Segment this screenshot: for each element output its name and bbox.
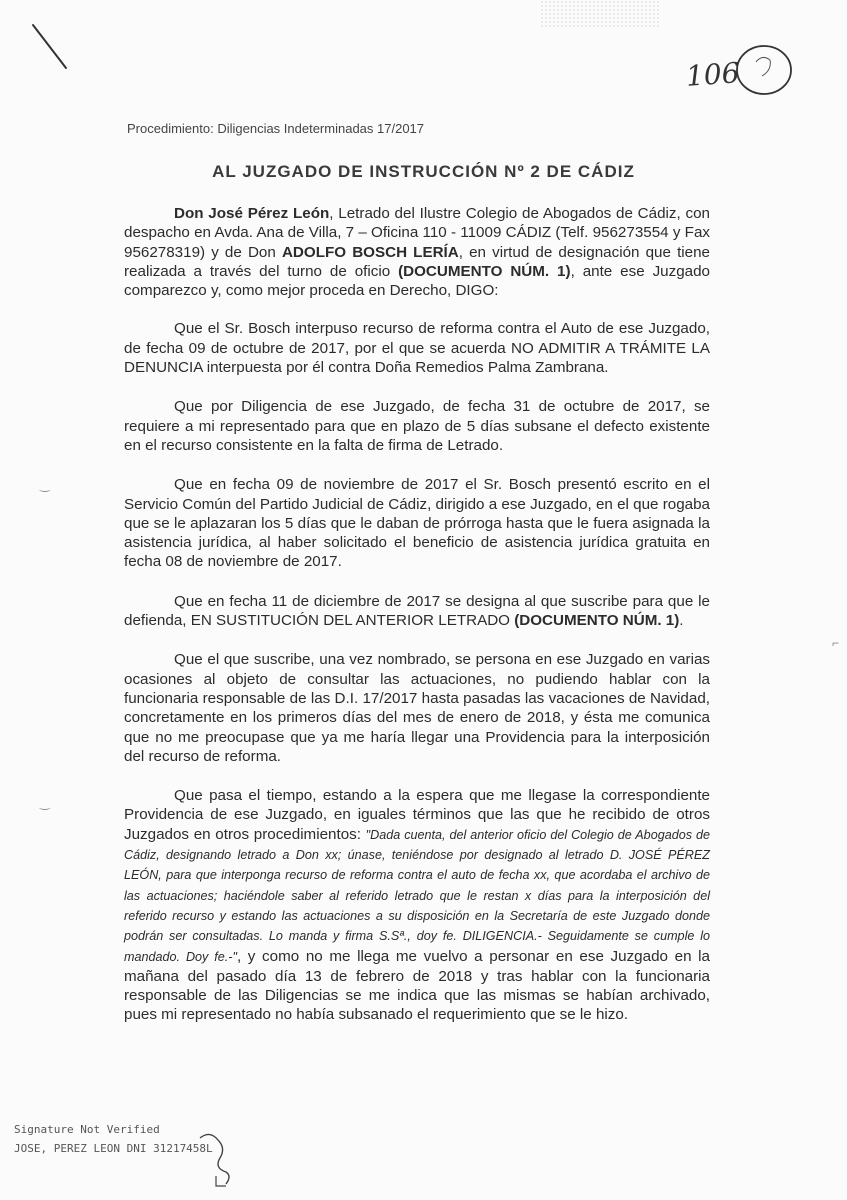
procedure-reference: Procedimiento: Diligencias Indeterminadas 17/2017 xyxy=(127,121,425,136)
court-heading: AL JUZGADO DE INSTRUCCIÓN Nº 2 DE CÁDIZ xyxy=(212,162,635,181)
paragraph-6-text-b: , y como no me llega me vuelvo a personar en ese Juzgado en la mañana del pasado día 13 de febrero de 2018 y tras hablar con la funcionaria responsable de las Diligencias se me indica que las mismas se habían archivado, pues mi representado no había subsanado el requerimiento que se le hizo. xyxy=(124,947,710,1024)
document-reference: (DOCUMENTO NÚM. 1) xyxy=(398,262,571,280)
margin-mark-left-1: ‿ xyxy=(40,478,50,492)
margin-mark-right: ⌐ xyxy=(832,636,840,650)
margin-mark-left-2: ‿ xyxy=(40,796,50,810)
paragraph-4 xyxy=(124,592,710,631)
intro-text-b: , en virtud de designación que tiene realizada a través del turno de oficio xyxy=(124,243,711,280)
handwritten-signature-scribble xyxy=(196,1128,256,1188)
paragraph-3: Que en fecha 09 de noviembre de 2017 el Sr. Bosch presentó escrito en el Servicio Común del Partido Judicial de Cádiz, dirigido a ese Juzgado, en el que rogaba que se le aplazaran los 5 días que le daban de prórroga hasta que le fuera asignada la asistencia jurídica, al haber solicitado el beneficio de asistencia jurídica gratuita en fecha 08 de noviembre de 2017. xyxy=(124,476,710,571)
handwritten-folio-number: 106 xyxy=(684,56,741,93)
paragraph-6 xyxy=(124,786,710,1025)
intro-paragraph xyxy=(124,204,710,300)
paragraph-4-text: Que en fecha 11 de diciembre de 2017 se designa al que suscribe para que le defienda, EN SUSTITUCIÓN DEL ANTERIOR LETRADO xyxy=(124,592,710,630)
document-body xyxy=(124,204,710,1025)
intro-text-c: , ante ese Juzgado comparezco y, como mejor proceda en Derecho, DIGO: xyxy=(124,262,710,300)
paragraph-1: Que el Sr. Bosch interpuso recurso de reforma contra el Auto de ese Juzgado, de fecha 09 de octubre de 2017, por el que se acuerda NO ADMITIR A TRÁMITE LA DENUNCIA interpuesta por él contra Doña Remedios Palma Zambrana. xyxy=(124,320,710,377)
scan-stamp-residue xyxy=(540,0,660,28)
handwritten-slash-mark xyxy=(30,22,70,72)
paragraph-6-text-a: Que pasa el tiempo, estando a la espera que me llegase la correspondiente Providencia de ese Juzgado, en iguales términos que las que he recibido de otros Juzgados en otros procedimientos: xyxy=(124,787,710,843)
digital-signature-block xyxy=(14,1120,213,1158)
quoted-providencia: "Dada cuenta, del anterior oficio del Colegio de Abogados de Cádiz, designando letrado a Don xx; únase, teniéndose por designado al letrado D. JOSÉ PÉREZ LEÓN, para que interponga recurso de reforma contra el auto de fecha xx, que acordaba el archivo de las actuaciones; haciéndole saber al referido letrado que le restan x días para la interposición del referido recurso y estando las actuaciones a su disposición en la Secretaría de este Juzgado donde podrán ser consultadas. Lo manda y firma S.Sª., doy fe. DILIGENCIA.- Seguidamente se cumple lo mandado. Doy fe.-" xyxy=(124,827,710,964)
handwritten-circle-mark xyxy=(732,40,796,98)
signature-status: Signature Not Verified xyxy=(14,1123,160,1136)
paragraph-5: Que el que suscribe, una vez nombrado, se persona en ese Juzgado en varias ocasiones al objeto de consultar las actuaciones, no pudiendo hablar con la funcionaria responsable de las D.I. 17/2017 hasta pasadas las vacaciones de Navidad, concretamente en los primeros días del mes de enero de 2018, y ésta me comunica que no me preocupase que ya me haría llegar una Providencia para la interposición del recurso de reforma. xyxy=(124,651,710,765)
paragraph-4-reference: (DOCUMENTO NÚM. 1) xyxy=(514,612,680,630)
paragraph-2: Que por Diligencia de ese Juzgado, de fecha 31 de octubre de 2017, se requiere a mi representado para que en plazo de 5 días subsane el defecto existente en el recurso consistente en la falta de firma de Letrado. xyxy=(124,398,710,454)
signature-signer: JOSE, PEREZ LEON DNI 31217458L xyxy=(14,1142,213,1155)
paragraph-4-end: . xyxy=(679,612,684,630)
attorney-name: Don José Pérez León xyxy=(174,205,330,222)
intro-text-a: , Letrado del Ilustre Colegio de Abogados de Cádiz, con despacho en Avda. Ana de Villa, 7 – Oficina 110 - 11009 CÁDIZ (Telf. 956273554 y Fax 956278319) y de Don xyxy=(124,205,710,261)
client-name: ADOLFO BOSCH LERÍA xyxy=(281,243,459,261)
